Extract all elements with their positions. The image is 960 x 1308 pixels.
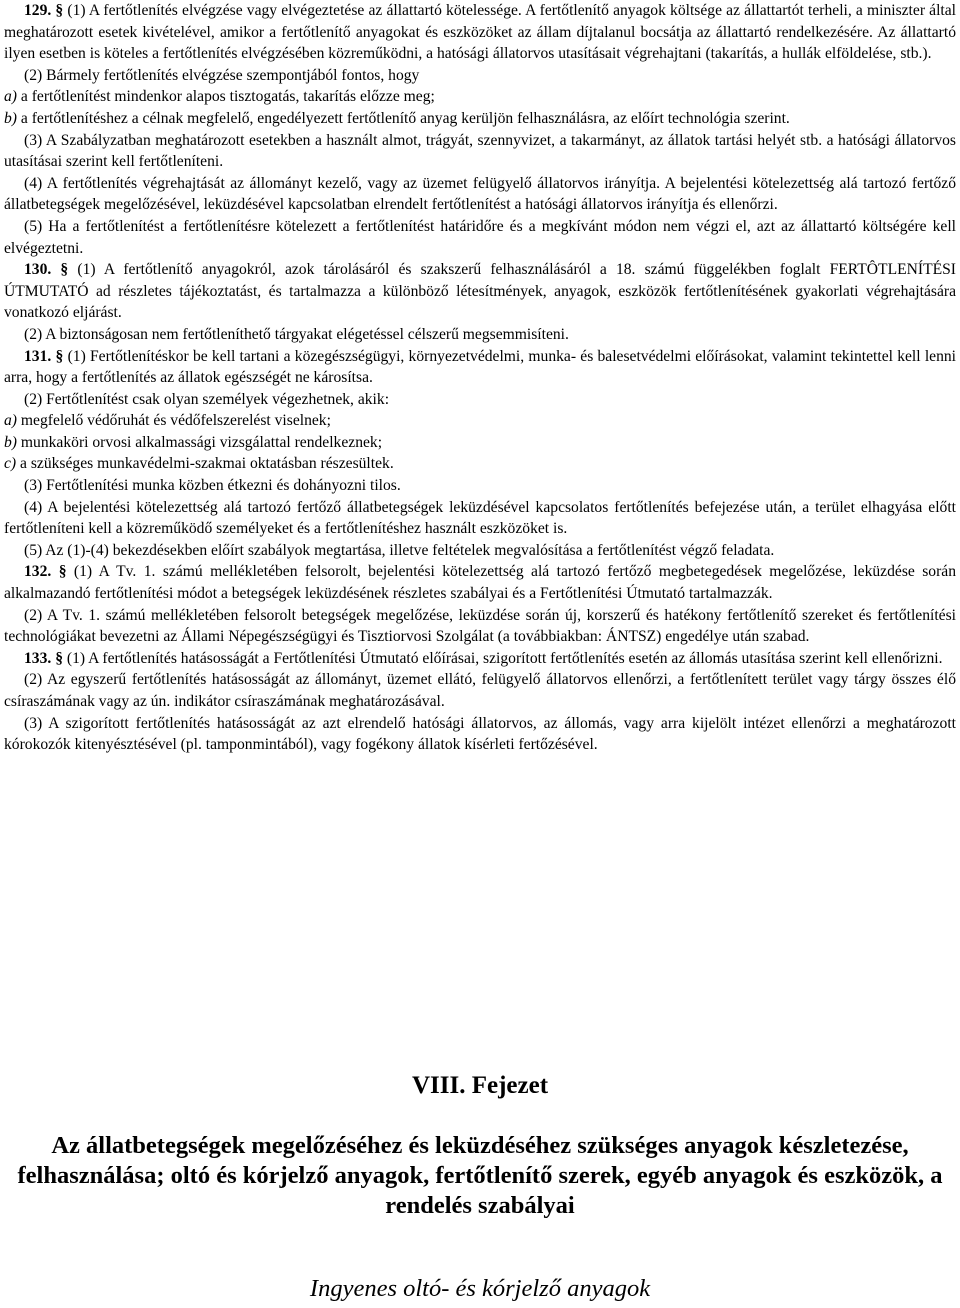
list-letter: b) <box>4 109 17 127</box>
section-number-132: 132. § <box>24 563 67 581</box>
chapter-subtitle: Ingyenes oltó- és kórjelző anyagok <box>309 1275 651 1302</box>
paragraph-text: (1) A fertőtlenítő anyagokról, azok tárolásáról és szakszerű felhasználásáról a 18. számú függelékben foglalt FERTÔTLENÍTÉSI ÚTMUTATÓ ad részletes tájékoztatást, és tartalmazza a különböző létesítmények, anyagok, eszközök fertőtlenítésének gyakorlati végrehajtására vonatkozó eljárást. <box>4 261 957 322</box>
chapter-title: Az állatbetegségek megelőzéséhez és leküzdéséhez szükséges anyagok készletezése, felhasználása; oltó és kórjelző anyagok, fertőtlenítő szerek, egyéb anyagok és eszközök, a rendelés szabályai <box>17 1132 943 1219</box>
paragraph-130-1 <box>4 259 956 324</box>
list-letter: a) <box>4 88 17 106</box>
paragraph-131-1 <box>4 346 956 389</box>
section-number-131: 131. § <box>24 347 64 365</box>
section-number-133: 133. § <box>24 649 63 667</box>
list-item-129-a <box>4 86 956 108</box>
paragraph-text: (1) Fertőtlenítéskor be kell tartani a közegészségügyi, környezetvédelmi, munka- és balesetvédelmi előírásokat, valamint tekintettel kell lenni arra, hogy a fertőtlenítés az állatok egészségét ne károsítsa. <box>4 347 956 387</box>
list-text: megfelelő védőruhát és védőfelszerelést viselnek; <box>20 412 331 430</box>
paragraph-129-3: (3) A Szabályzatban meghatározott esetekben a használt almot, trágyát, szennyvizet, a takarmányt, az állatok tartási helyét stb. a hatósági állatorvos utasításai szerint kell fertőtleníteni. <box>4 131 956 171</box>
list-letter: c) <box>4 455 17 473</box>
paragraph-131-5: (5) Az (1)-(4) bekezdésekben előírt szabályok megtartása, illetve feltételek megvalósítása a fertőtlenítést végző feladata. <box>24 541 775 559</box>
paragraph-133-1 <box>4 648 956 670</box>
paragraph-text: (1) A fertőtlenítés hatásosságát a Fertőtlenítési Útmutató előírásai, szigorított fertőtlenítés esetén az állomás utasítása szerint kell ellenőrizni. <box>66 649 943 667</box>
list-item-131-c <box>4 453 956 475</box>
chapter-number: VIII. Fejezet <box>411 1072 549 1099</box>
paragraph-130-2: (2) A biztonságosan nem fertőtleníthető tárgyakat elégetéssel célszerű megsemmisíteni. <box>24 325 569 343</box>
section-number-129: 129. § <box>24 2 64 19</box>
paragraph-129-1 <box>4 0 956 65</box>
paragraph-129-5: (5) Ha a fertőtlenítést a fertőtlenítésre kötelezett a fertőtlenítést határidőre és a megkívánt módon nem végzi el, azt az állattartó költségére kell elvégeztetni. <box>4 217 956 257</box>
paragraph-133-2: (2) Az egyszerű fertőtlenítés hatásosságát az állományt, üzemet ellátó, felügyelő állatorvos ellenőrzi, a fertőtlenített terület vagy tárgy összes élő csíraszámának vagy az ún. indikátor csíraszámának meghatározásával. <box>4 671 956 710</box>
list-letter: b) <box>4 433 17 451</box>
section-number-130: 130. § <box>24 261 69 279</box>
list-item-131-b <box>4 432 956 454</box>
paragraph-132-2: (2) A Tv. 1. számú mellékletében felsorolt betegségek megelőzése, leküzdése során új, korszerű és hatékony fertőtlenítő szereket és fertőtlenítési technológiákat bevezetni az Állami Népegészségügyi és Tisztiorvosi Szolgálat (a továbbiakban: ÁNTSZ) engedélye után szabad. <box>4 606 956 646</box>
paragraph-129-4: (4) A fertőtlenítés végrehajtását az állományt kezelő, vagy az üzemet felügyelő állatorvos irányítja. A bejelentési kötelezettség alá tartozó fertőző állatbetegségek megelőzésével, leküzdésével kapcsolatban elrendelt fertőtlenítést a hatósági állatorvos irányítja és ellenőrzi. <box>4 174 956 214</box>
paragraph-131-3: (3) Fertőtlenítési munka közben étkezni és dohányozni tilos. <box>24 477 401 495</box>
paragraph-132-1 <box>4 561 956 604</box>
paragraph-131-2: (2) Fertőtlenítést csak olyan személyek végezhetnek, akik: <box>24 390 390 408</box>
list-item-129-b <box>4 108 956 130</box>
list-text: munkaköri orvosi alkalmassági vizsgálattal rendelkeznek; <box>20 433 383 451</box>
document-page <box>4 0 957 1302</box>
paragraph-text: (1) A Tv. 1. számú mellékletében felsorolt, bejelentési kötelezettség alá tartozó fertőző megbetegedések megelőzése, leküzdése során alkalmazandó fertőtlenítési módot a betegségek leküzdésének részletes szabályai és a Fertőtlenítési Útmutató tartalmazzák. <box>4 563 956 603</box>
list-item-131-a <box>4 410 956 432</box>
list-text: a fertőtlenítést mindenkor alapos tisztogatás, takarítás előzze meg; <box>20 88 435 106</box>
paragraph-129-2: (2) Bármely fertőtlenítés elvégzése szempontjából fontos, hogy <box>24 66 420 84</box>
list-text: a szükséges munkavédelmi-szakmai oktatásban részesültek. <box>20 455 394 473</box>
paragraph-text: (1) A fertőtlenítés elvégzése vagy elvégeztetése az állattartó kötelessége. A fertőtlenítő anyagok költsége az állattartót terheli, a miniszter által meghatározott esetek kivételével, amikor a fertőtlenítő anyagokat és eszközöket az állam díjtalanul bocsátja az állattartó rendelkezésére. Az állattartó ilyen esetben is köteles a fertőtlenítés elvégzésében közreműködni, a hatósági állatorvos utasításait végrehajtani (takarítás, a hullák elföldelése, stb.). <box>4 2 956 63</box>
paragraph-131-4: (4) A bejelentési kötelezettség alá tartozó fertőző állatbetegségek leküzdésével kapcsolatos fertőtlenítés befejezése után, a terület elhagyása előtt fertőtleníteni kell a közreműködő személyeket és a fertőtlenítéshez használt eszközöket is. <box>4 498 956 538</box>
list-text: a fertőtlenítéshez a célnak megfelelő, engedélyezett fertőtlenítő anyag kerüljön felhasználásra, az előírt technológia szerint. <box>20 109 790 127</box>
list-letter: a) <box>4 412 17 430</box>
paragraph-133-3: (3) A szigorított fertőtlenítés hatásosságát az azt elrendelő hatósági állatorvos, az állomás, vagy arra kijelölt intézet ellenőrzi a meghatározott kórokozók kitenyésztésével (pl. tamponmintából), vagy fogékony állatok kísérleti fertőzésével. <box>4 714 956 754</box>
